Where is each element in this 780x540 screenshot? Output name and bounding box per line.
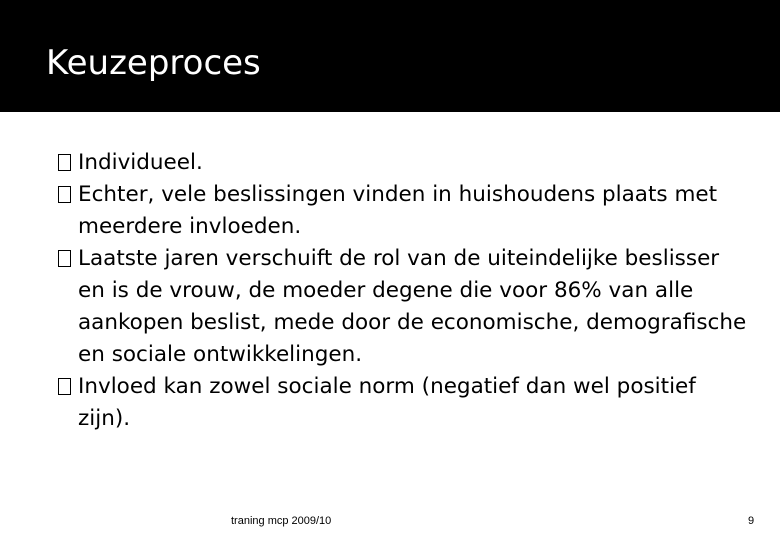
bullet-item [58, 179, 748, 243]
box-bullet-icon [58, 378, 71, 395]
footer-text: traning mcp 2009/10 [231, 515, 332, 527]
title-bar [0, 0, 780, 112]
bullet-text: Laatste jaren verschuift de rol van de uiteindelijke beslisser en is de vrouw, de moeder degene die voor 86% van alle aankopen beslist, mede door de economische, demografische en sociale ontwikkelingen. [78, 246, 747, 367]
slide-title: Keuzeproces [46, 43, 261, 83]
bullet-text: Echter, vele beslissingen vinden in huishoudens plaats met meerdere invloeden. [78, 182, 718, 239]
bullet-item [58, 243, 748, 371]
bullet-text: Individueel. [78, 150, 203, 175]
slide-number: 9 [748, 515, 755, 527]
box-bullet-icon [58, 154, 71, 171]
bullet-item [58, 371, 748, 435]
bullet-item [58, 147, 748, 179]
bullet-list [58, 147, 748, 435]
bullet-text: Invloed kan zowel sociale norm (negatief dan wel positief zijn). [78, 374, 696, 431]
box-bullet-icon [58, 186, 71, 203]
box-bullet-icon [58, 250, 71, 267]
